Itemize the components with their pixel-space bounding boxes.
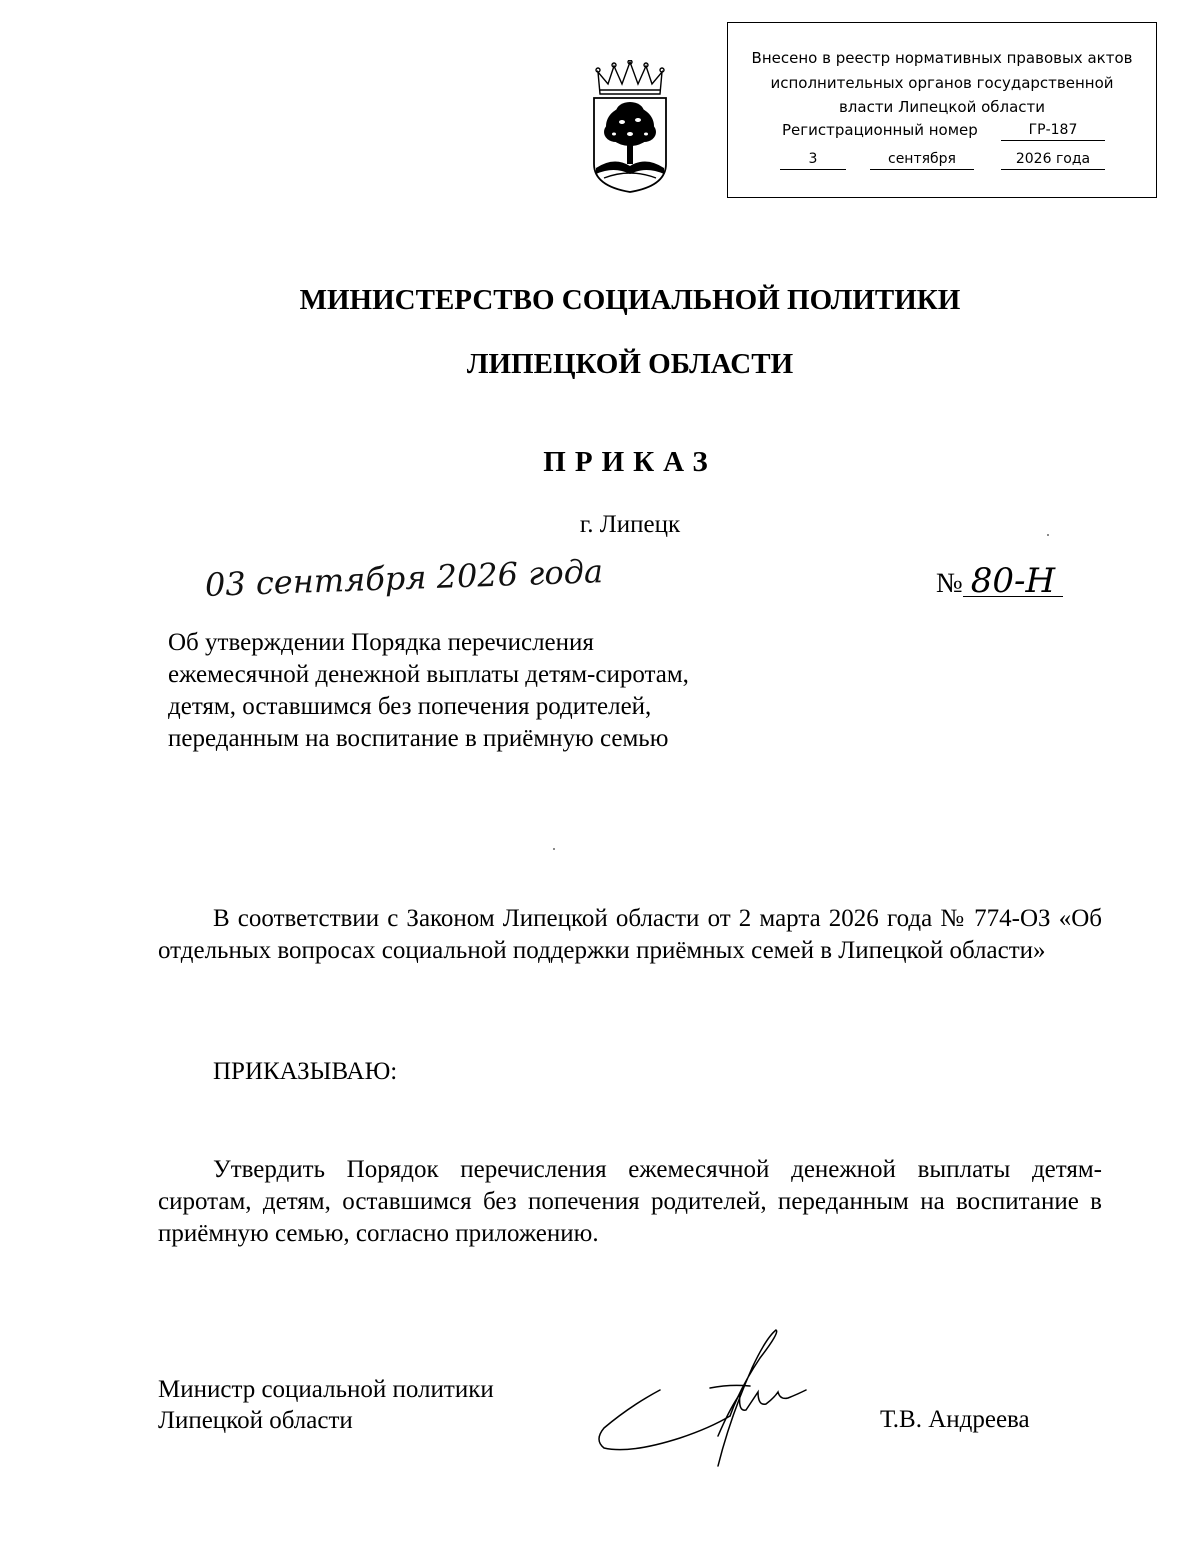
registration-line-2: исполнительных органов государственной bbox=[770, 74, 1114, 92]
handwritten-signature bbox=[590, 1328, 810, 1468]
order-number-handwritten: 80-Н bbox=[963, 566, 1063, 597]
scan-speck bbox=[553, 848, 555, 850]
signatory-position bbox=[158, 1374, 494, 1436]
signatory-name: Т.В. Андреева bbox=[880, 1406, 1030, 1433]
registration-line-3: власти Липецкой области bbox=[838, 98, 1046, 116]
ministry-name-line-1: МИНИСТЕРСТВО СОЦИАЛЬНОЙ ПОЛИТИКИ bbox=[299, 284, 961, 316]
city: г. Липецк bbox=[579, 511, 681, 538]
signatory-position-line-1: Министр социальной политики bbox=[158, 1376, 494, 1403]
signatory-position-line-2: Липецкой области bbox=[158, 1407, 353, 1434]
registration-number-label: Регистрационный номер bbox=[782, 121, 978, 139]
order-number bbox=[936, 561, 1063, 601]
order-word: ПРИКАЗЫВАЮ: bbox=[213, 1058, 398, 1085]
document-title: Об утверждении Порядка перечисления ежемесячной денежной выплаты детям-сиротам, детям, оставшимся без попечения родителей, переданным на воспитание в приёмную семью bbox=[168, 629, 689, 752]
scan-speck bbox=[1047, 534, 1049, 536]
registration-day: 3 bbox=[780, 151, 846, 170]
order-item-paragraph: Утвердить Порядок перечисления ежемесячной денежной выплаты детям-сиротам, детям, оставшимся без попечения родителей, переданным на воспитание в приёмную семью, согласно приложению. bbox=[158, 1156, 1102, 1247]
order-date-handwritten: 03 сентября 2026 года bbox=[204, 552, 604, 604]
document-type: ПРИКАЗ bbox=[543, 446, 717, 478]
ministry-name-line-2: ЛИПЕЦКОЙ ОБЛАСТИ bbox=[466, 348, 794, 380]
preamble-paragraph: В соответствии с Законом Липецкой области от 2 марта 2026 года № 774-ОЗ «Об отдельных вопросах социальной поддержки приёмных семей в Липецкой области» bbox=[158, 905, 1102, 964]
registration-stamp bbox=[727, 22, 1157, 198]
registration-year: 2026 года bbox=[1001, 151, 1105, 170]
registration-line-1: Внесено в реестр нормативных правовых актов bbox=[751, 49, 1133, 67]
registration-number-value: ГР-187 bbox=[1001, 122, 1105, 141]
number-sign: № bbox=[936, 568, 963, 599]
lipetsk-coat-of-arms-icon bbox=[584, 60, 676, 194]
registration-month: сентября bbox=[870, 151, 974, 170]
